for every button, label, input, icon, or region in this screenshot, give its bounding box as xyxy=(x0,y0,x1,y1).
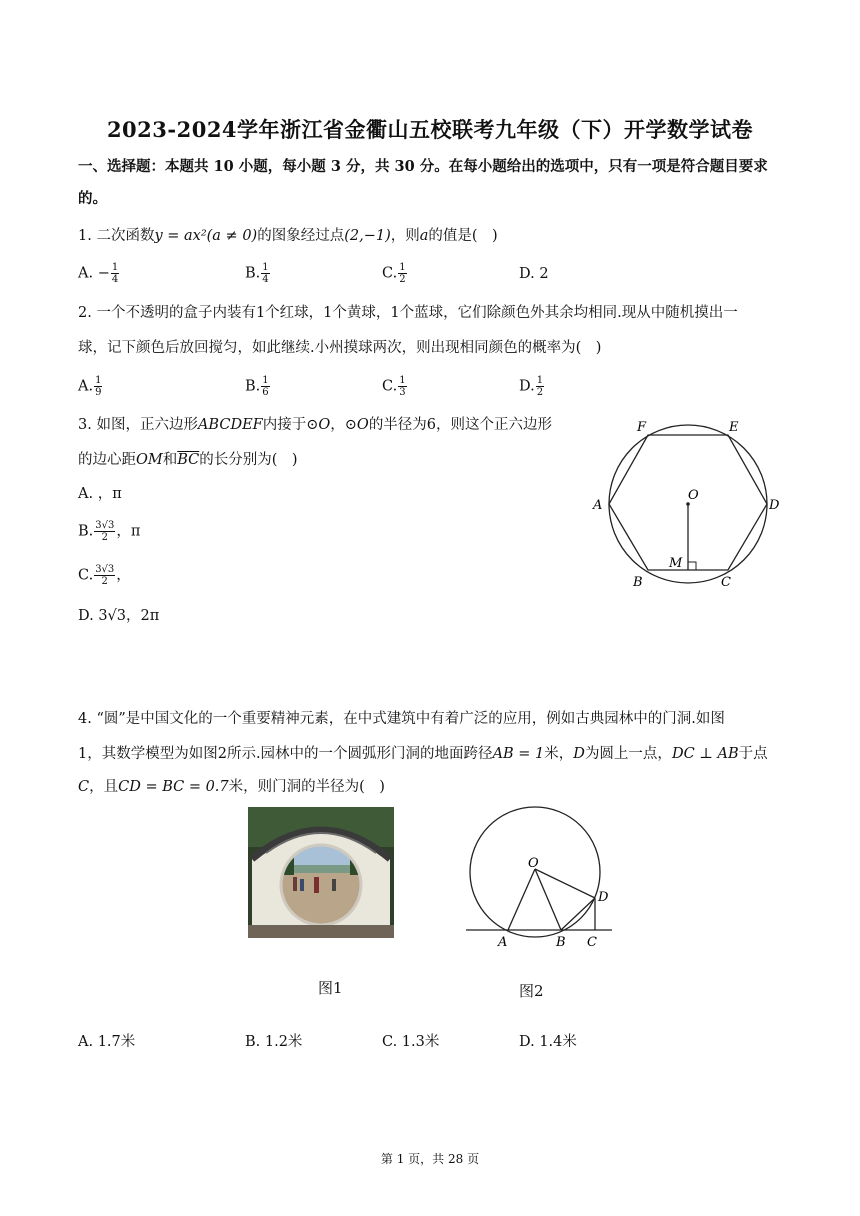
q3-option-b[interactable]: B. $\frac{3√3}{2}$ ，π xyxy=(78,520,141,543)
q1-option-a[interactable]: A. − $\frac{1}{4}$ xyxy=(78,262,119,285)
fraction: $\frac{1}{3}$ xyxy=(399,375,406,398)
question-4-stem-line1: 4. “圆”是中国文化的一个重要精神元素，在中式建筑中有着广泛的应用，例如古典园林中的门洞.如图 xyxy=(78,711,725,727)
q2-option-a[interactable]: A. $\frac{1}{9}$ xyxy=(78,375,102,398)
q3-option-c[interactable]: C. $\frac{3√3}{2}$ ， xyxy=(78,564,131,587)
question-3-stem-line1: 3. 如图，正六边形ABCDEF内接于⊙O，⊙O的半径为6，则这个正六边形 xyxy=(78,417,553,433)
q4-option-c[interactable]: C. 1.3米 xyxy=(382,1034,440,1050)
fraction: $\frac{1}{9}$ xyxy=(95,375,102,398)
question-2-stem-line2: 球，记下颜色后放回搅匀，如此继续.小州摸球两次，则出现相同颜色的概率为( ) xyxy=(78,340,602,356)
arc-bc: $\overline{BC}$ xyxy=(177,452,200,468)
q1-option-b[interactable]: B. $\frac{1}{4}$ xyxy=(245,262,269,285)
q2-option-d[interactable]: D. $\frac{1}{2}$ xyxy=(519,375,544,398)
segment-oa xyxy=(508,869,535,930)
question-2-stem-line1: 2. 一个不透明的盒子内装有1个红球，1个黄球，1个蓝球，它们除颜色外其余均相同.现从中随机摸出一 xyxy=(78,305,738,321)
section-heading: 一、选择题：本题共 10 小题，每小题 3 分，共 30 分。在每小题给出的选项中，只有一项是符合题目要求 xyxy=(78,158,768,175)
label-o: O xyxy=(688,488,699,503)
label-c: C xyxy=(587,935,597,950)
label-a: A xyxy=(498,935,508,950)
moon-gate-photo xyxy=(248,807,394,938)
q4-option-a[interactable]: A. 1.7米 xyxy=(78,1034,136,1050)
segment-bd xyxy=(561,898,595,930)
segment-od xyxy=(535,869,595,898)
q4-option-d[interactable]: D. 1.4米 xyxy=(519,1034,577,1050)
label-f: F xyxy=(637,420,647,435)
right-angle-mark xyxy=(688,562,696,570)
q2-option-b[interactable]: B. $\frac{1}{6}$ xyxy=(245,375,269,398)
arch-circle xyxy=(470,807,600,937)
label-a: A xyxy=(593,498,603,513)
q4-option-b[interactable]: B. 1.2米 xyxy=(245,1034,303,1050)
fraction: $\frac{3√3}{2}$ xyxy=(95,564,115,587)
label-b: B xyxy=(633,575,643,590)
question-3-stem-line2: 的边心距OM和$\overline{BC}$的长分别为( ) xyxy=(78,452,298,468)
page-title: 2023-2024学年浙江省金衢山五校联考九年级（下）开学数学试卷 xyxy=(106,117,754,142)
arch-geometry-figure xyxy=(462,805,618,955)
label-b: B xyxy=(556,935,566,950)
label-m: M xyxy=(669,556,683,571)
page-footer: 第 1 页，共 28 页 xyxy=(380,1152,480,1166)
q2-option-c[interactable]: C. $\frac{1}{3}$ xyxy=(382,375,406,398)
segment-ob xyxy=(535,869,561,930)
fraction: $\frac{1}{4}$ xyxy=(111,262,119,285)
label-o: O xyxy=(528,856,539,871)
question-4-stem-line3: C，且CD = BC = 0.7米，则门洞的半径为( ) xyxy=(78,779,385,795)
figure-1-caption: 图1 xyxy=(318,979,343,997)
question-1-stem: 1. 二次函数y = ax²(a ≠ 0)的图象经过点(2,−1)，则a的值是( ) xyxy=(78,228,498,244)
label-c: C xyxy=(721,575,731,590)
label-d: D xyxy=(598,890,609,905)
hexagon-in-circle-figure xyxy=(585,412,785,592)
question-4-stem-line2: 1，其数学模型为如图2所示.园林中的一个圆弧形门洞的地面跨径AB = 1米，D为圆上一点，DC ⊥ AB于点 xyxy=(78,746,768,762)
label-e: E xyxy=(729,420,739,435)
q1-option-c[interactable]: C. $\frac{1}{2}$ xyxy=(382,262,406,285)
q3-option-a[interactable]: A. ，π xyxy=(78,486,122,502)
figure-2-caption: 图2 xyxy=(519,982,544,1000)
section-heading-cont: 的。 xyxy=(78,190,107,207)
fraction: $\frac{1}{2}$ xyxy=(536,375,544,398)
fraction: $\frac{1}{6}$ xyxy=(262,375,269,398)
fraction: $\frac{1}{4}$ xyxy=(262,262,269,285)
label-d: D xyxy=(769,498,780,513)
fraction: $\frac{3√3}{2}$ xyxy=(95,520,115,543)
q1-option-d[interactable]: D. 2 xyxy=(519,266,549,282)
fraction: $\frac{1}{2}$ xyxy=(399,262,406,285)
q3-option-d[interactable]: D. 3√3，2π xyxy=(78,608,160,624)
